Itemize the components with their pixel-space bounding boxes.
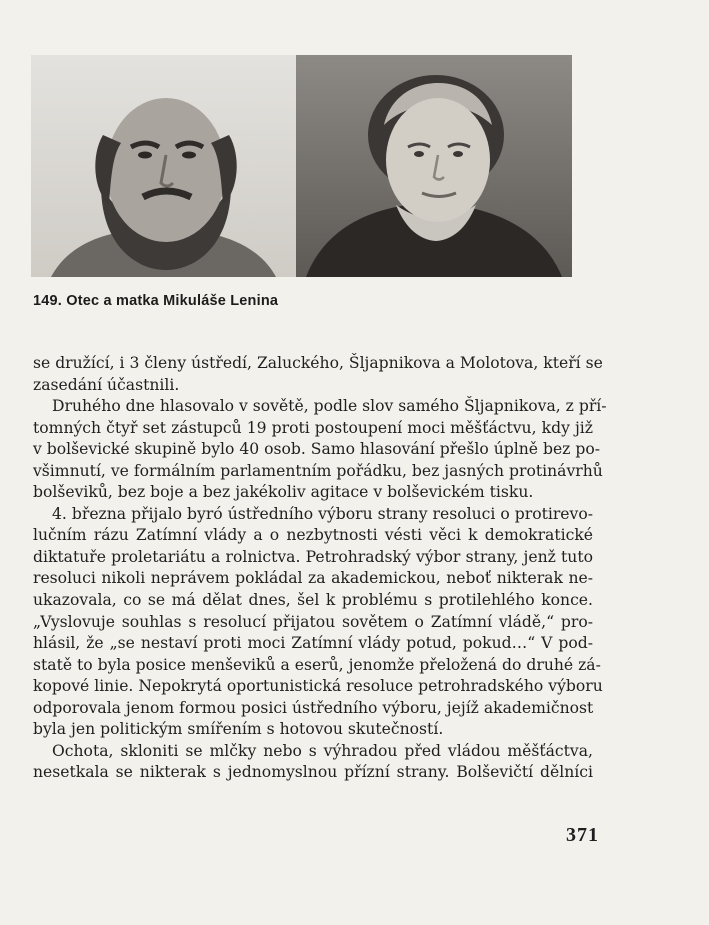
body-line: v bolševické skupině bylo 40 osob. Samo hlasování přešlo úplně bez po-: [33, 440, 600, 459]
body-text: [33, 353, 607, 784]
portrait-mother-image: [296, 55, 572, 277]
body-line: se družící, i 3 členy ústředí, Zaluckého, Šljapnikova a Molotova, kteří se: [33, 354, 603, 372]
body-line: hlásil, že „se nestaví proti moci Zatímní vlády potud, pokud…“ V pod-: [33, 634, 593, 653]
body-line: Druhého dne hlasovalo v sovětě, podle slov samého Šljapnikova, z pří-: [52, 397, 607, 416]
body-line: odporovala jenom formou posici ústředního výboru, jejíž akademičnost: [33, 698, 594, 717]
body-line: lučním rázu Zatímní vlády a o nezbytnosti vésti věci k demokratické: [33, 526, 593, 545]
body-line: tomných čtyř set zástupců 19 proti postoupení moci měšťáctvu, kdy již: [33, 418, 593, 437]
portrait-father-image: [31, 55, 296, 277]
body-line: diktatuře proletariátu a rolnictva. Petrohradský výbor strany, jenž tuto: [33, 547, 593, 566]
body-line: Ochota, skloniti se mlčky nebo s výhradou před vládou měšťáctva,: [52, 741, 593, 760]
portrait-father: [31, 55, 296, 277]
portrait-figure: [31, 55, 572, 277]
body-line: resoluci nikoli neprávem pokládal za akademickou, neboť nikterak ne-: [33, 569, 593, 588]
body-line: bolševiků, bez boje a bez jakékoliv agitace v bolševickém tisku.: [33, 483, 534, 502]
body-line: nesetkala se nikterak s jednomyslnou přízní strany. Bolševičtí dělníci: [33, 763, 593, 782]
body-line: ukazovala, co se má dělat dnes, šel k problému s protilehlého konce.: [33, 591, 593, 610]
body-line: byla jen politickým smířením s hotovou skutečností.: [33, 720, 444, 739]
body-line: zasedání účastnili.: [33, 375, 180, 394]
page-number: 371: [566, 824, 599, 846]
body-line: kopové linie. Nepokrytá oportunistická resoluce petrohradského výboru: [33, 677, 603, 696]
figure-caption: 149. Otec a matka Mikuláše Lenina: [33, 293, 279, 309]
body-line: všimnutí, ve formálním parlamentním pořádku, bez jasných protinávrhů: [33, 461, 603, 480]
portrait-mother: [296, 55, 572, 277]
body-line: „Vyslovuje souhlas s resolucí přijatou sovětem o Zatímní vládě,“ pro-: [33, 612, 593, 631]
body-line: statě to byla posice menševiků a eserů, jenomže přeložená do druhé zá-: [33, 655, 601, 674]
body-line: 4. března přijalo byró ústředního výboru strany resoluci o protirevo-: [52, 504, 593, 523]
